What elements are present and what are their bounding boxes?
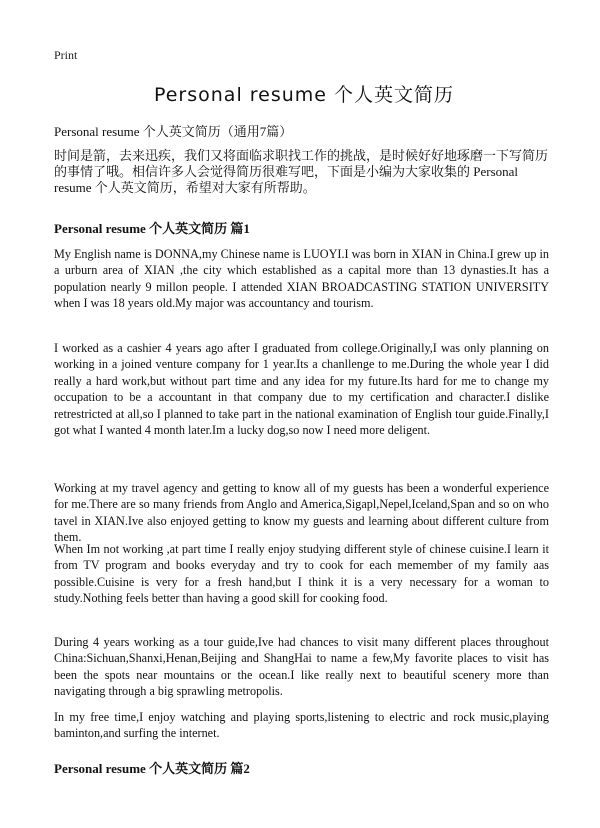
document-subtitle: Personal resume 个人英文简历（通用7篇） xyxy=(54,124,293,139)
document-page xyxy=(54,0,554,828)
paragraph-2: I worked as a cashier 4 years ago after I graduated from college.Originally,I was only planning on working in a joined venture company for 1 year.Its a chanllenge to me.During the whole year I did really a hard work,but without part time and any idea for my future.Its hard for me to change my occupation to be a accountant in that company due to my certification and character.I dislike retrestricted at all,so I planned to take part in the national examination of English tour guide.Finally,I got what I wanted 4 month later.Im a lucky dog,so now I need more deligent. xyxy=(54,341,549,438)
paragraph-3: Working at my travel agency and getting to know all of my guests has been a wonderful experience for me.There are so many friends from Anglo and America,Sigapl,Nepel,Iceland,Span and so on who tavel in XIAN.Ive also enjoyed getting to know my guests and learning about different culture from them. xyxy=(54,481,549,545)
section-heading-1: Personal resume 个人英文简历 篇1 xyxy=(54,221,250,236)
section-heading-2: Personal resume 个人英文简历 篇2 xyxy=(54,761,250,776)
paragraph-6: In my free time,I enjoy watching and playing sports,listening to electric and rock music,playing baminton,and surfing the internet. xyxy=(54,710,549,741)
paragraph-1: My English name is DONNA,my Chinese name is LUOYI.I was born in XIAN in China.I grew up in a urburn area of XIAN ,the city which established as a capital more than 13 dynasties.It has a population nearly 9 millon people. I attended XIAN BROADCASTING STATION UNIVERSITY when I was 18 years old.My major was accountancy and tourism. xyxy=(54,247,549,311)
page-title: Personal resume 个人英文简历 xyxy=(153,84,455,106)
print-link[interactable]: Print xyxy=(54,48,78,62)
paragraph-4: When Im not working ,at part time I really enjoy studying different style of chinese cuisine.I learn it from TV program and books everyday and try to cook for each memember of my family aas possible.Cuisine is very for a fresh hand,but I think it is a very necessary for a woman to study.Nothing feels better than having a good skill for cooking food. xyxy=(54,542,549,606)
paragraph-5: During 4 years working as a tour guide,Ive had chances to visit many different places throughout China:Sichuan,Shanxi,Henan,Beijing and ShangHai to name a few,My favorite places to visit has been the spots near mountains or the ocean.I like really next to beautiful scenery more than navigating through a big sprawling metropolis. xyxy=(54,635,549,699)
intro-paragraph: 时间是箭，去来迅疾，我们又将面临求职找工作的挑战，是时候好好地琢磨一下写简历的事情了哦。相信许多人会觉得简历很难写吧，下面是小编为大家收集的 Personal resume 个人英文简历，希望对大家有所帮助。 xyxy=(54,148,549,195)
